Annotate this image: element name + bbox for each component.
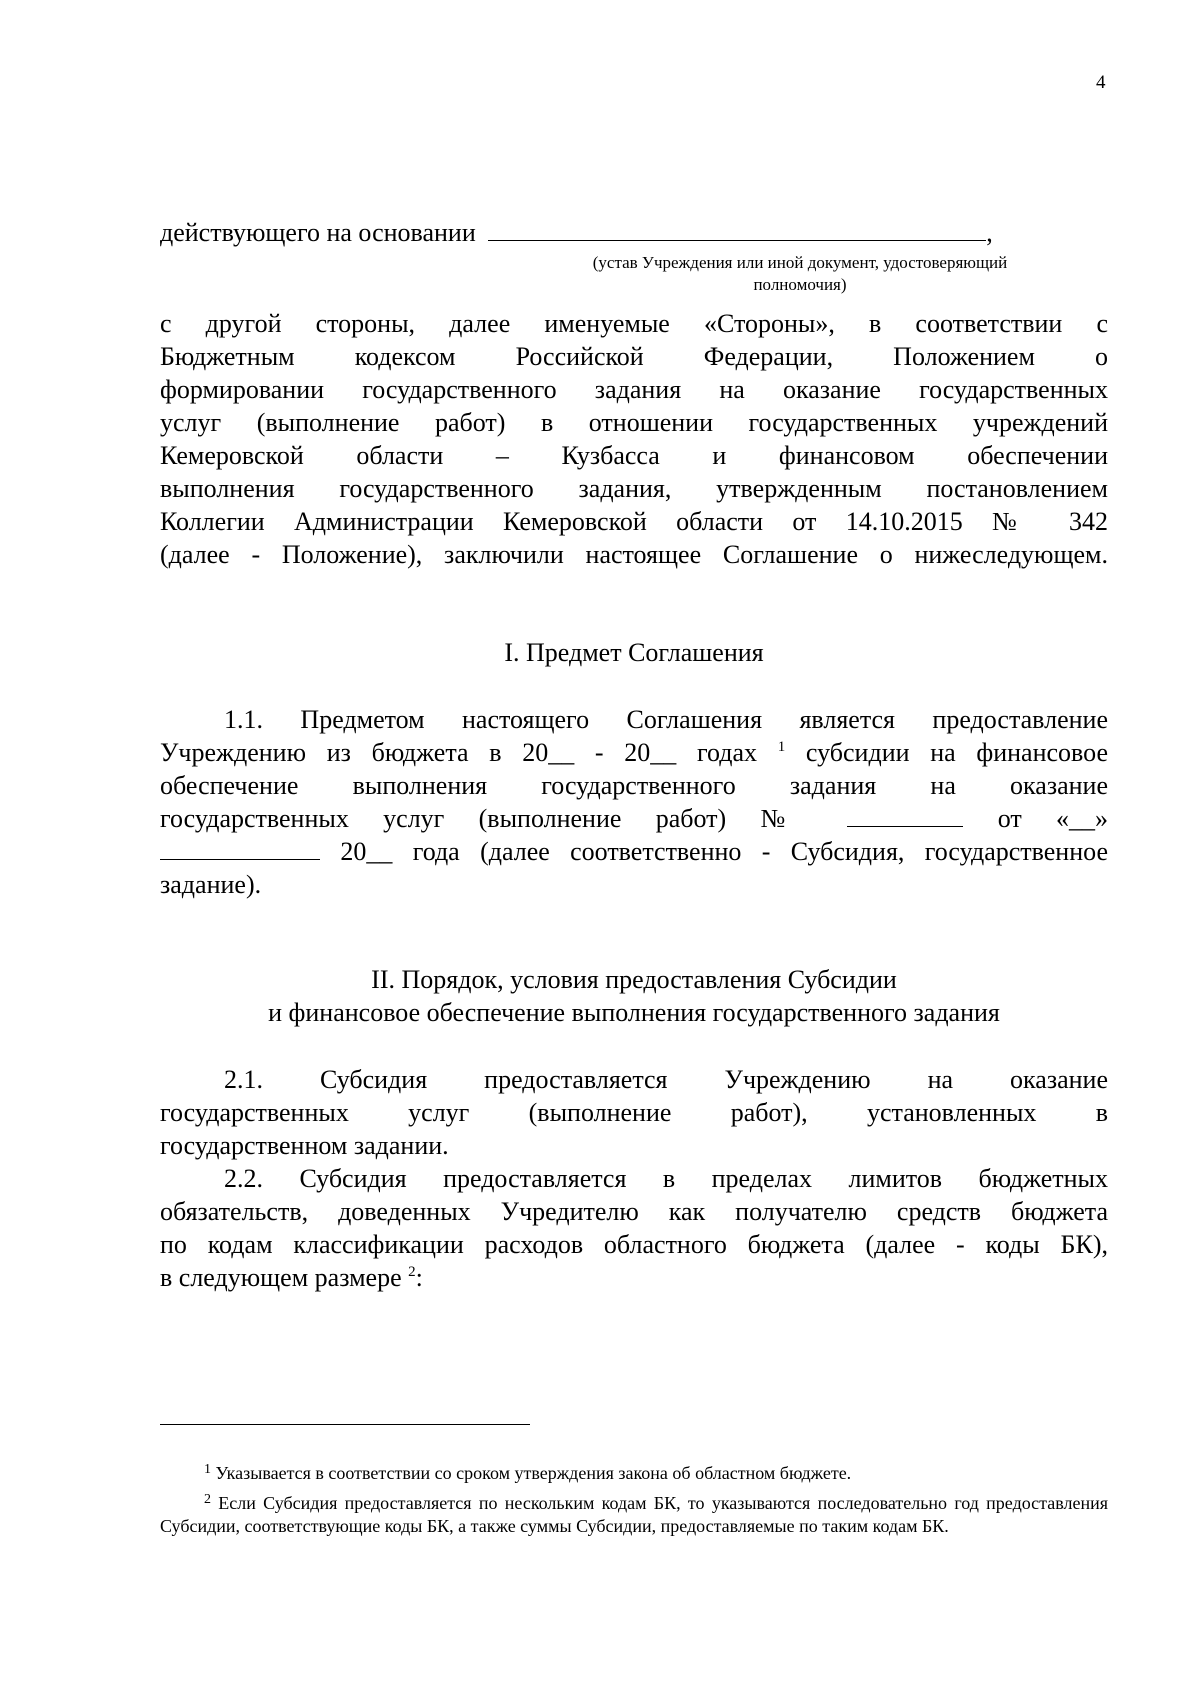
clause-1-1-subsidy: субсидии на финансовое [805,738,1108,767]
clause-2-2-line [160,1261,1108,1294]
section2-heading-line2: и финансовое обеспечение выполнения государственного задания [268,998,1000,1027]
clause-2-2-line: обязательств, доведенных Учредителю как получателю средств бюджета [160,1197,1108,1226]
intro-line: Коллегии Администрации Кемеровской области от 14.10.2015 № 342 [160,507,1108,536]
intro-line: с другой стороны, далее именуемые «Стороны», в соответствии с [160,309,1108,338]
intro-line: Кемеровской области – Кузбасса и финансовом обеспечении [160,441,1108,470]
clause-2-1 [160,1063,1108,1162]
basis-caption-line1: (устав Учреждения или иной документ, удостоверяющий [592,253,1008,272]
clause-1-1-line [160,835,1108,868]
clause-1-1-services: государственных услуг (выполнение работ) № [160,804,814,833]
footnote-ref-2: 2 [408,1264,416,1280]
intro-line: (далее - Положение), заключили настоящее Соглашение о нижеследующем. [160,540,1108,569]
basis-blank [488,218,986,241]
intro-line: услуг (выполнение работ) в отношении государственных учреждений [160,408,1108,437]
footnote-1-text: Указывается в соответствии со сроком утверждения закона об областном бюджете. [215,1463,852,1483]
clause-1-1-line [160,736,1108,769]
clause-2-2-colon: : [415,1263,423,1292]
page-number: 4 [1096,72,1106,93]
clause-1-1-year: 20__ года (далее соответственно - Субсидия, государственное [340,837,1108,866]
intro-line: формировании государственного задания на оказание государственных [160,375,1108,404]
basis-caption [524,252,1076,296]
intro-basis-line [160,216,1108,249]
clause-2-1-line: государственных услуг (выполнение работ), установленных в [160,1098,1108,1127]
clause-1-1-years: Учреждению из бюджета в 20__ - 20__ годах [160,738,758,767]
footnote-2-mark: 2 [204,1492,211,1507]
clause-2-1-line: государственном задании. [160,1131,449,1160]
footnote-separator [160,1424,530,1425]
section2-heading [160,963,1108,1029]
clause-2-2-size: в следующем размере [160,1263,402,1292]
intro-basis-text: действующего на основании [160,218,476,247]
basis-caption-line2: полномочия) [753,275,847,294]
clause-1-1-line: 1.1. Предметом настоящего Соглашения является предоставление [224,705,1108,734]
footnote-1 [160,1462,1108,1485]
intro-line: Бюджетным кодексом Российской Федерации, Положением о [160,342,1108,371]
intro-line: выполнения государственного задания, утвержденным постановлением [160,474,1108,503]
clause-2-2 [160,1162,1108,1294]
footnote-ref-1: 1 [777,739,786,755]
clause-1-1-date-from: от «__» [997,804,1109,833]
clause-1-1-line: задание). [160,870,262,899]
footnote-2-text: Если Субсидия предоставляется по нескольким кодам БК, то указываются последовательно год предоставления Субсидии, соответствующие коды БК, а также суммы Субсидии, предоставляемые по таким кодам БК. [160,1493,1109,1536]
footnote-2 [160,1492,1108,1538]
clause-2-2-line: по кодам классификации расходов областного бюджета (далее - коды БК), [160,1230,1108,1259]
intro-paragraph [160,307,1108,571]
clause-1-1 [160,703,1108,901]
basis-comma: , [986,218,993,247]
month-blank [160,837,320,860]
number-blank [847,804,963,827]
clause-1-1-line [160,802,1108,835]
footnote-1-mark: 1 [204,1462,211,1477]
section2-heading-line1: II. Порядок, условия предоставления Субсидии [371,965,897,994]
clause-1-1-line: обеспечение выполнения государственного задания на оказание [160,771,1108,800]
clause-2-1-line: 2.1. Субсидия предоставляется Учреждению на оказание [224,1065,1108,1094]
section1-heading: I. Предмет Соглашения [504,638,764,667]
clause-2-2-line: 2.2. Субсидия предоставляется в пределах лимитов бюджетных [224,1164,1108,1193]
